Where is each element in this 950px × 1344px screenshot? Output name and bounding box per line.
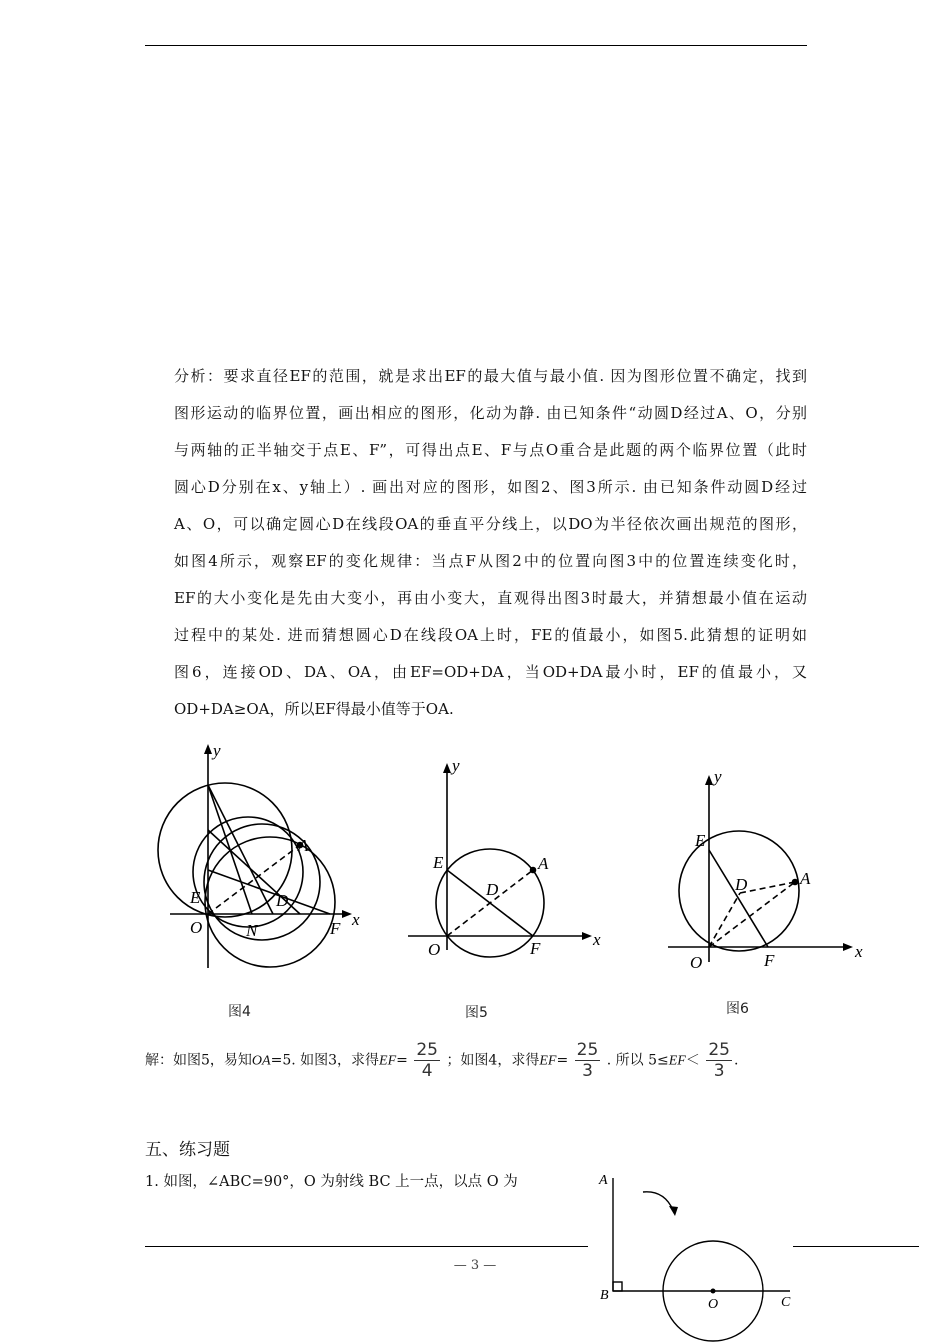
fig5-label-y: y <box>452 756 460 775</box>
fig5-label-x: x <box>593 930 601 949</box>
fig4-x-arrow <box>342 910 352 918</box>
figure-5 <box>408 756 601 1021</box>
analysis-line: 与两轴的正半轴交于点E、F”，可得出点E、F与点O重合是此题的两个临界位置（此时 <box>174 441 807 459</box>
q1-right-angle-mark <box>613 1282 622 1291</box>
fig5-label-F: F <box>530 939 541 958</box>
analysis-line: 图6，连接OD、DA、OA，由EF=OD+DA，当OD+DA最小时，EF的值最小，又 <box>174 663 807 681</box>
fig5-x-arrow <box>582 932 592 940</box>
fig5-y-arrow <box>443 763 451 773</box>
fig6-label-O: O <box>690 953 703 972</box>
fig4-label-A: A <box>298 836 309 855</box>
solution-text: = <box>396 1052 408 1069</box>
fig6-y-arrow <box>705 775 713 785</box>
rotate-arrow-head <box>669 1206 678 1216</box>
fraction-numerator: 25 <box>708 1040 730 1060</box>
solution-text: =5. 如图3，求得 <box>270 1052 380 1069</box>
fig4-segment <box>208 785 273 914</box>
fig5-label-D: D <box>486 880 499 899</box>
fraction-denominator: 4 <box>421 1061 433 1081</box>
q1-label-B: B <box>600 1288 609 1303</box>
fig6-label-E: E <box>695 831 706 850</box>
fig4-circle-1 <box>158 783 292 917</box>
fig6-segment-EF <box>709 850 768 947</box>
section-title: 五、练习题 <box>145 1140 230 1160</box>
fig6-label-F: F <box>764 951 775 970</box>
solution-text: ；如图4，求得 <box>446 1052 540 1069</box>
analysis-line: 圆心D分别在x、y轴上）. 画出对应的图形，如图2、图3所示. 由已知条件动圆D经过 <box>174 478 807 496</box>
solution-ef: EF <box>379 1053 397 1069</box>
fig4-label-N: N <box>246 921 258 940</box>
analysis-line: 如图4所示，观察EF的变化规律：当点F从图2中的位置向图3中的位置连续变化时， <box>174 552 807 570</box>
solution-text: 解：如图5，易知 <box>145 1052 252 1069</box>
solution-line <box>145 1040 738 1081</box>
q1-label-O: O <box>708 1297 719 1312</box>
fig5-label-A: A <box>538 854 549 873</box>
question-1-figure <box>590 1160 800 1344</box>
q1-center-O <box>711 1289 716 1294</box>
solution-text: . <box>733 1052 739 1069</box>
fig5-point-A <box>531 868 536 873</box>
question-1-text: 1. 如图，∠ABC=90°，O 为射线 BC 上一点，以点 O 为 <box>145 1174 518 1190</box>
fig4-circle-2 <box>193 817 303 927</box>
fig5-label-O: O <box>428 940 441 959</box>
fig6-dashed-DA <box>740 882 795 893</box>
fraction-numerator: 25 <box>416 1040 438 1060</box>
header-rule <box>145 45 807 46</box>
fig4-label-y: y <box>213 741 221 760</box>
analysis-line: 过程中的某处. 进而猜想圆心D在线段OA上时，FE的值最小，如图5.此猜想的证明如 <box>174 626 807 644</box>
solution-ef: EF <box>539 1053 557 1069</box>
fig6-label-x: x <box>855 942 863 961</box>
fig6-label-y: y <box>714 767 722 786</box>
q1-label-C: C <box>781 1295 791 1310</box>
solution-text: . 所以 5≤ <box>606 1052 669 1069</box>
analysis-paragraph <box>174 358 807 728</box>
fig4-y-arrow <box>204 744 212 754</box>
solution-oa: OA <box>251 1053 271 1069</box>
analysis-line: 图形运动的临界位置，画出相应的图形，化动为静. 由已知条件“动圆D经过A、O，分别 <box>174 404 807 422</box>
solution-text: = <box>556 1052 569 1069</box>
fig6-dashed-OD <box>709 893 740 947</box>
analysis-line: A、O，可以确定圆心D在线段OA的垂直平分线上，以DO为半径依次画出规范的图形， <box>174 515 807 533</box>
fraction-denominator: 3 <box>582 1061 593 1081</box>
fig4-label-D: D <box>276 891 289 910</box>
footer-rule-left <box>145 1246 588 1247</box>
q1-label-A: A <box>599 1173 608 1188</box>
fraction-25-over-3 <box>706 1040 732 1081</box>
fig4-caption: 图4 <box>228 1004 251 1020</box>
fig4-label-F: F <box>330 919 341 938</box>
page-number: — 3 — <box>453 1258 497 1273</box>
fig4-label-O: O <box>190 918 203 937</box>
fig6-label-A: A <box>800 869 811 888</box>
analysis-line: 分析：要求直径EF的范围，就是求出EF的最大值与最小值. 因为图形位置不确定，找到 <box>174 367 807 385</box>
solution-text: ＜ <box>685 1052 700 1069</box>
fig5-label-E: E <box>433 853 444 872</box>
analysis-line: EF的大小变化是先由大变小，再由小变大，直观得出图3时最大，并猜想最小值在运动 <box>174 589 807 607</box>
fig6-label-D: D <box>735 875 748 894</box>
figures-row <box>0 735 950 1035</box>
solution-ef: EF <box>668 1053 686 1069</box>
rotate-arrow-icon <box>643 1192 673 1210</box>
fig4-label-E: E <box>190 888 201 907</box>
fig5-caption: 图5 <box>465 1005 488 1021</box>
fraction-25-over-4 <box>414 1040 440 1081</box>
fraction-denominator: 3 <box>713 1061 725 1081</box>
fig6-dashed-OA <box>709 882 795 947</box>
figure-6 <box>668 767 863 1017</box>
analysis-line: OD+DA≥OA，所以EF得最小值等于OA. <box>174 700 454 718</box>
fig6-x-arrow <box>843 943 853 951</box>
fig6-caption: 图6 <box>726 1001 749 1017</box>
fig4-label-x: x <box>352 910 360 929</box>
fraction-numerator: 25 <box>576 1040 599 1060</box>
fig6-point-A <box>793 880 798 885</box>
footer-rule-right <box>793 1246 919 1247</box>
fraction-25-over-3 <box>575 1040 601 1081</box>
figure-4 <box>158 741 360 1020</box>
